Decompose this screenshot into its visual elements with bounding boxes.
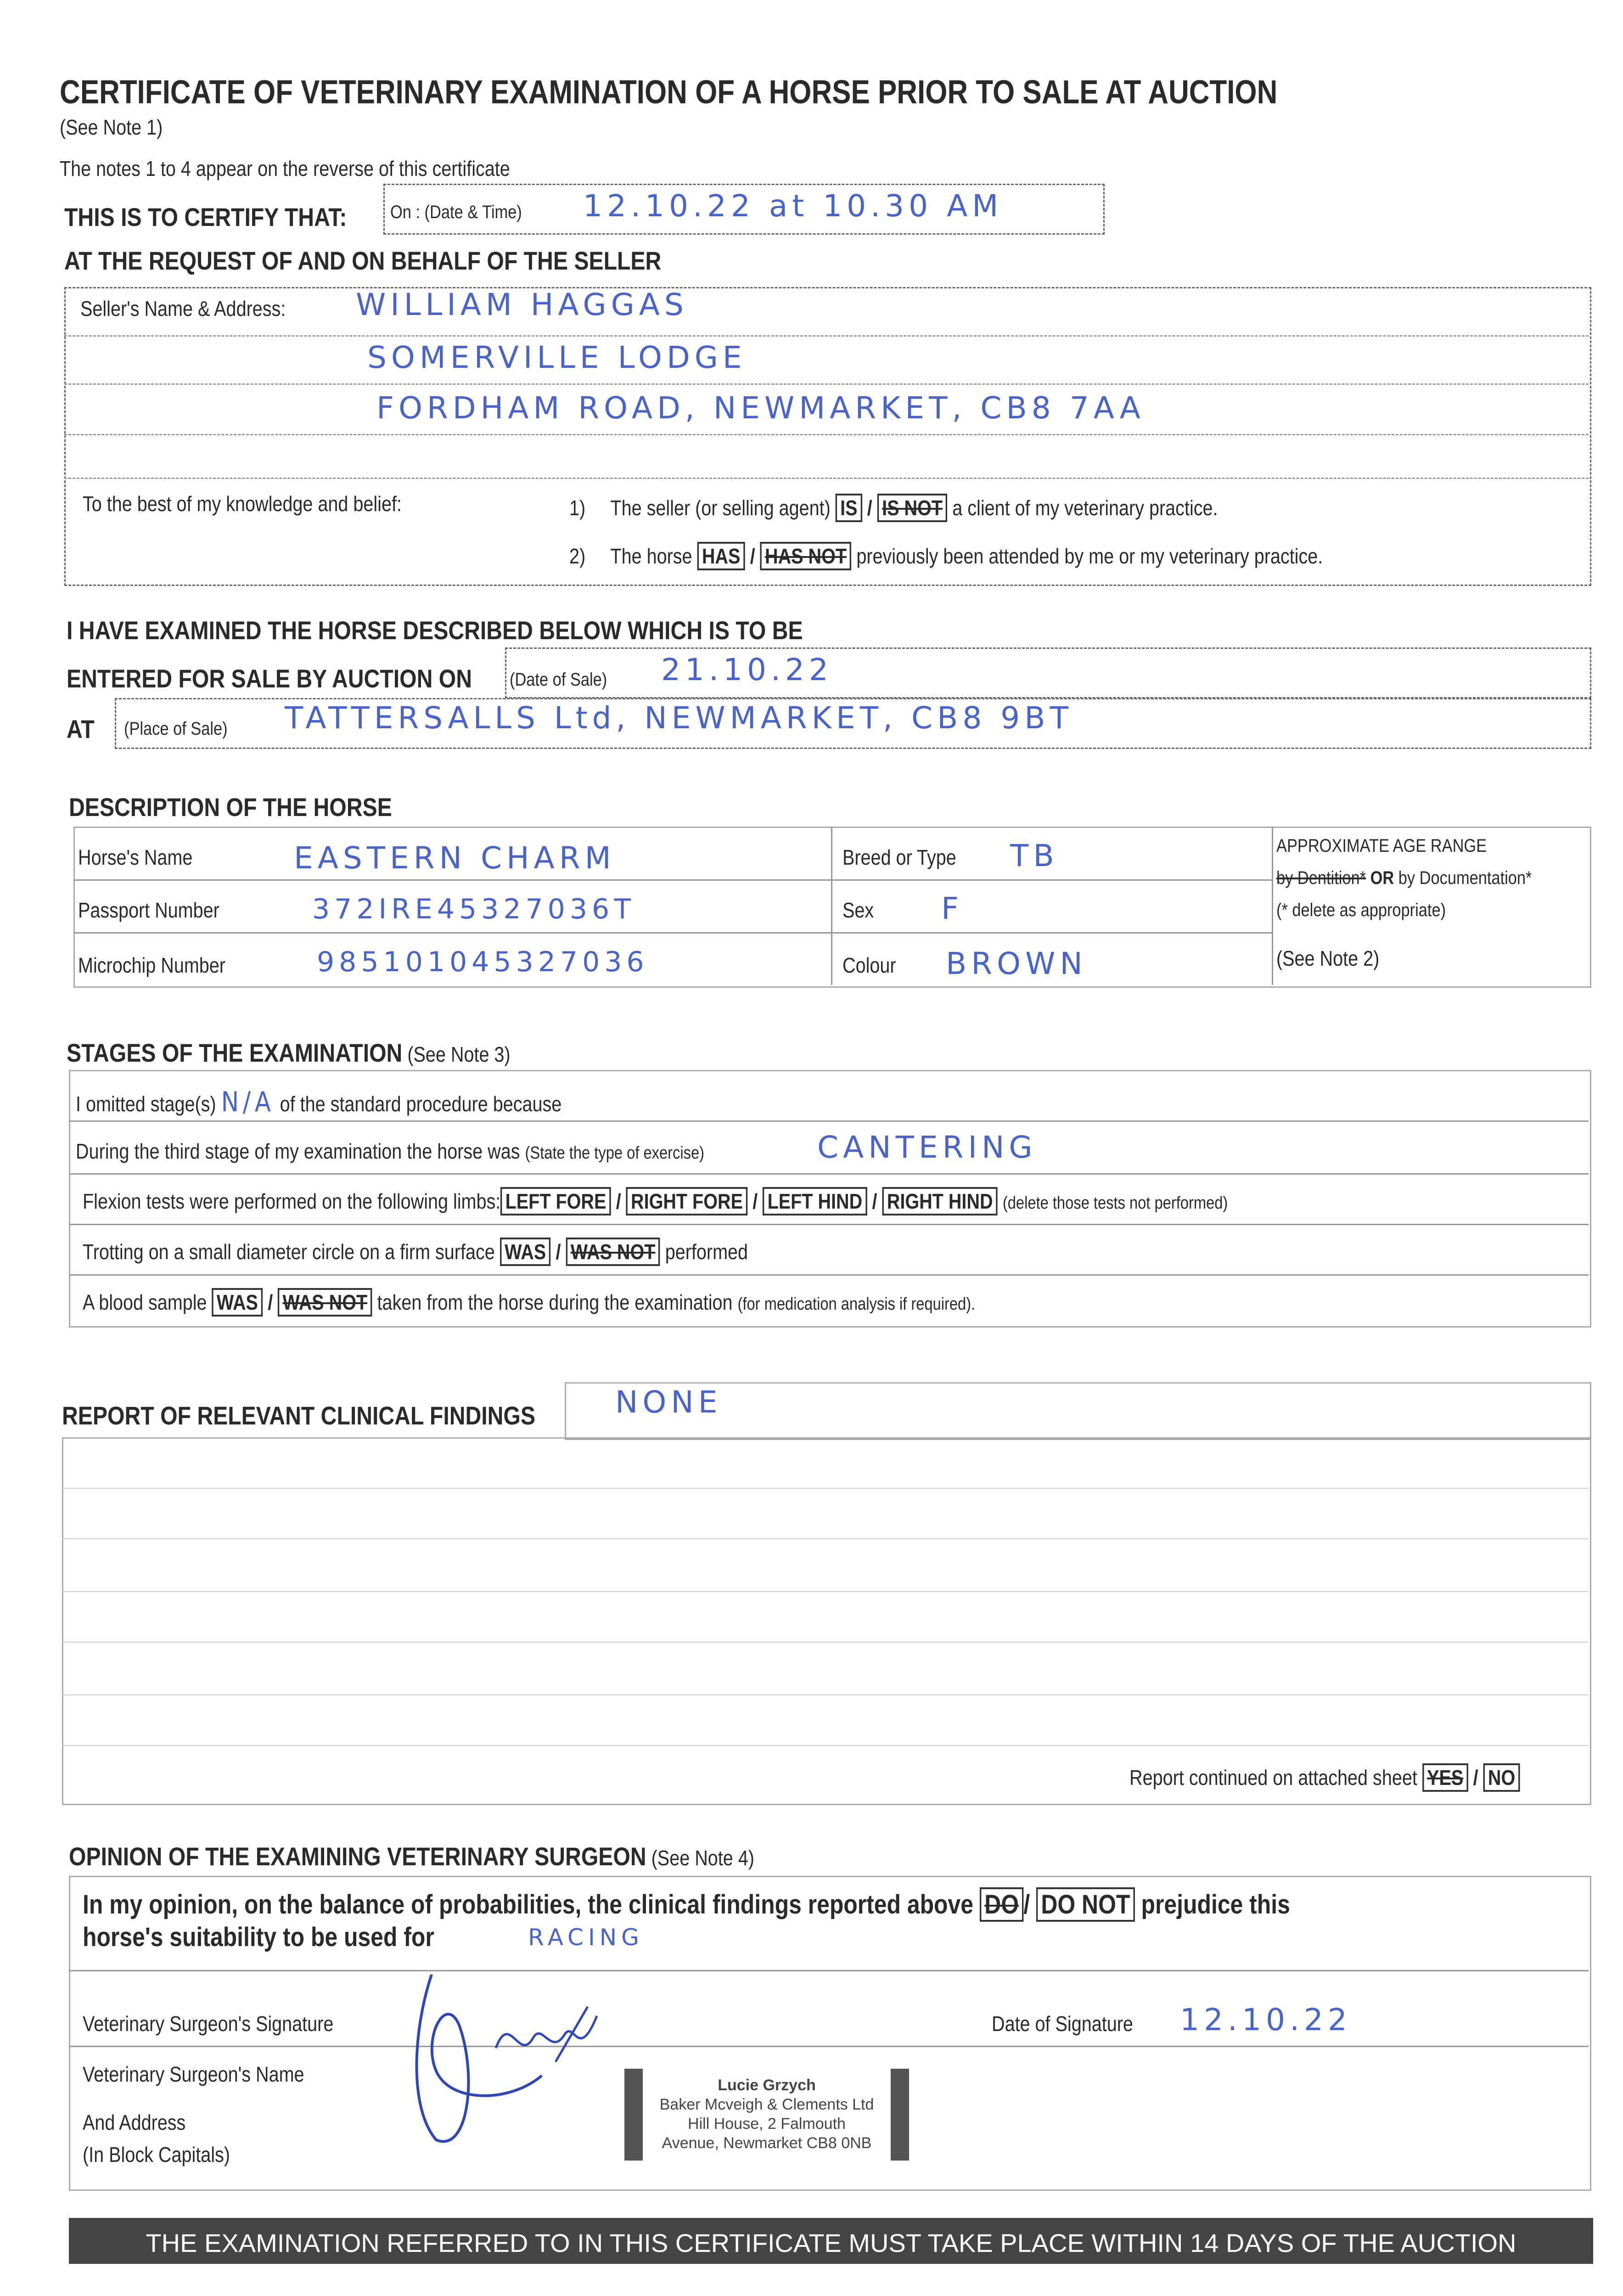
continued-label: Report continued on attached sheet xyxy=(1129,1766,1417,1790)
statement-2-post: previously been attended by me or my veterinary practice. xyxy=(856,544,1323,568)
blood-was-not-option[interactable]: WAS NOT xyxy=(278,1288,372,1317)
colour-value[interactable]: BROWN xyxy=(946,946,1087,981)
stamp-line-2: Baker Mcveigh & Clements Ltd xyxy=(659,2096,874,2113)
blood-was-option[interactable]: WAS xyxy=(212,1288,263,1317)
opinion-post: prejudice this xyxy=(1141,1890,1290,1919)
do-not-option[interactable]: DO NOT xyxy=(1036,1887,1135,1922)
flexion-row: Flexion tests were performed on the following limbs: LEFT FORE / RIGHT FORE / LEFT HIND / RIGHT HIND (delete those tests not performed) xyxy=(83,1187,1228,1216)
slash: / xyxy=(867,496,872,520)
notes-line: The notes 1 to 4 appear on the reverse of this certificate xyxy=(60,157,510,180)
seller-name-label: Seller's Name & Address: xyxy=(80,297,286,321)
age-or: OR xyxy=(1370,868,1394,888)
continued-row: Report continued on attached sheet YES / NO xyxy=(1129,1763,1520,1792)
opinion-heading-row xyxy=(69,1841,754,1871)
age-heading: APPROXIMATE AGE RANGE xyxy=(1276,836,1487,856)
third-stage-label: During the third stage of my examination the horse was xyxy=(76,1139,520,1163)
third-stage-row xyxy=(76,1139,704,1164)
date-signature-value[interactable]: 12.10.22 xyxy=(1180,2002,1352,2037)
left-fore-option[interactable]: LEFT FORE xyxy=(500,1187,611,1216)
seller-box xyxy=(64,287,1591,586)
has-option[interactable]: HAS xyxy=(697,542,745,570)
trot-label: Trotting on a small diameter circle on a firm surface xyxy=(83,1240,495,1264)
blood-row: A blood sample WAS / WAS NOT taken from the horse during the examination (for medication analysis if required). xyxy=(83,1288,975,1317)
right-fore-option[interactable]: RIGHT FORE xyxy=(626,1187,748,1216)
auction-heading-1: I HAVE EXAMINED THE HORSE DESCRIBED BELOW WHICH IS TO BE xyxy=(67,616,803,645)
statement-2 xyxy=(569,542,1323,570)
date-time-value[interactable]: 12.10.22 at 10.30 AM xyxy=(583,188,1003,224)
third-stage-value[interactable]: CANTERING xyxy=(817,1130,1037,1165)
vet-stamp xyxy=(624,2069,909,2161)
blood-label: A blood sample xyxy=(83,1290,207,1314)
is-not-option[interactable]: IS NOT xyxy=(877,494,948,522)
belief-label: To the best of my knowledge and belief: xyxy=(83,492,402,516)
continued-yes-option[interactable]: YES xyxy=(1422,1763,1468,1792)
stages-heading: STAGES OF THE EXAMINATION xyxy=(67,1038,403,1067)
see-note-1: (See Note 1) xyxy=(60,115,163,139)
opinion-text: In my opinion, on the balance of probabilities, the clinical findings reported above xyxy=(83,1890,974,1919)
colour-label: Colour xyxy=(842,953,896,977)
trot-row: Trotting on a small diameter circle on a firm surface WAS / WAS NOT performed xyxy=(83,1238,748,1266)
right-hind-option[interactable]: RIGHT HIND xyxy=(882,1187,997,1216)
vet-address-label: And Address xyxy=(83,2110,186,2134)
seller-line-3[interactable]: FORDHAM ROAD, NEWMARKET, CB8 7AA xyxy=(376,390,1145,426)
flexion-hint: (delete those tests not performed) xyxy=(1002,1193,1228,1213)
stamp-line-4: Avenue, Newmarket CB8 0NB xyxy=(662,2134,872,2152)
date-time-label: On : (Date & Time) xyxy=(390,202,522,222)
statement-1 xyxy=(569,494,1218,522)
seller-line-1[interactable]: WILLIAM HAGGAS xyxy=(356,287,688,322)
slash: / xyxy=(750,544,755,568)
passport-value[interactable]: 372IRE45327036T xyxy=(312,893,635,925)
sale-place-value[interactable]: TATTERSALLS Ltd, NEWMARKET, CB8 9BT xyxy=(285,700,1073,736)
footer-text: THE EXAMINATION REFERRED TO IN THIS CERTIFICATE MUST TAKE PLACE WITHIN 14 DAYS OF THE AUCTION xyxy=(146,2228,1516,2257)
age-see-note: (See Note 2) xyxy=(1276,946,1380,970)
statement-1-post: a client of my veterinary practice. xyxy=(952,496,1218,520)
left-hind-option[interactable]: LEFT HIND xyxy=(763,1187,867,1216)
horse-name-value[interactable]: EASTERN CHARM xyxy=(294,840,616,876)
statement-2-text: The horse xyxy=(610,544,692,568)
age-delete-note: (* delete as appropriate) xyxy=(1276,900,1446,920)
trot-post: performed xyxy=(665,1240,748,1264)
do-option[interactable]: DO xyxy=(980,1887,1023,1922)
sex-label: Sex xyxy=(842,898,874,922)
documentation-option[interactable]: by Documentation* xyxy=(1398,868,1532,888)
certify-label: THIS IS TO CERTIFY THAT: xyxy=(64,203,347,231)
statement-2-num: 2) xyxy=(569,544,586,568)
blood-post: taken from the horse during the examination xyxy=(377,1290,733,1314)
trot-was-not-option[interactable]: WAS NOT xyxy=(566,1238,660,1266)
breed-label: Breed or Type xyxy=(842,845,956,869)
findings-heading: REPORT OF RELEVANT CLINICAL FINDINGS xyxy=(62,1401,536,1430)
passport-label: Passport Number xyxy=(78,898,219,922)
trot-was-option[interactable]: WAS xyxy=(500,1238,551,1266)
opinion-heading: OPINION OF THE EXAMINING VETERINARY SURGEON xyxy=(69,1842,646,1871)
omitted-label: I omitted stage(s) xyxy=(76,1092,216,1116)
omitted-value[interactable]: N/A xyxy=(221,1086,275,1118)
vet-name-label: Veterinary Surgeon's Name xyxy=(83,2062,304,2086)
statement-1-text: The seller (or selling agent) xyxy=(610,496,831,520)
has-not-option[interactable]: HAS NOT xyxy=(760,542,852,570)
at-label: AT xyxy=(67,715,95,743)
stages-note: (See Note 3) xyxy=(407,1042,511,1066)
certificate-title: CERTIFICATE OF VETERINARY EXAMINATION OF A HORSE PRIOR TO SALE AT AUCTION xyxy=(60,74,1278,111)
findings-box[interactable] xyxy=(62,1437,1591,1805)
omitted-row xyxy=(76,1086,562,1118)
signature-image xyxy=(404,1956,624,2158)
seller-line-2[interactable]: SOMERVILLE LODGE xyxy=(367,340,747,375)
sale-place-label: (Place of Sale) xyxy=(124,719,228,739)
date-signature-label: Date of Signature xyxy=(992,2012,1133,2036)
horse-name-label: Horse's Name xyxy=(78,845,193,869)
sale-date-value[interactable]: 21.10.22 xyxy=(661,652,833,687)
breed-value[interactable]: TB xyxy=(1010,838,1059,873)
auction-heading-2: ENTERED FOR SALE BY AUCTION ON xyxy=(67,664,472,693)
horse-heading: DESCRIPTION OF THE HORSE xyxy=(69,793,392,822)
microchip-value[interactable]: 985101045327036 xyxy=(317,946,649,978)
is-option[interactable]: IS xyxy=(836,494,862,522)
block-caps-label: (In Block Capitals) xyxy=(83,2143,230,2167)
age-options xyxy=(1276,868,1532,889)
sale-date-label: (Date of Sale) xyxy=(510,670,607,690)
footer-bar xyxy=(69,2218,1593,2264)
opinion-line-1: In my opinion, on the balance of probabilities, the clinical findings reported above DO / DO NOT prejudice this xyxy=(83,1887,1290,1922)
use-value[interactable]: RACING xyxy=(528,1924,644,1951)
stamp-line-3: Hill House, 2 Falmouth xyxy=(688,2115,846,2133)
dentition-option[interactable]: by Dentition* xyxy=(1276,868,1366,888)
findings-value[interactable]: NONE xyxy=(615,1384,722,1420)
blood-hint: (for medication analysis if required). xyxy=(737,1294,976,1314)
seller-heading: AT THE REQUEST OF AND ON BEHALF OF THE SELLER xyxy=(64,246,662,275)
continued-no-option[interactable]: NO xyxy=(1483,1763,1520,1792)
opinion-note: (See Note 4) xyxy=(651,1846,754,1870)
omitted-post: of the standard procedure because xyxy=(280,1092,562,1116)
flexion-label: Flexion tests were performed on the following limbs: xyxy=(83,1189,501,1213)
stamp-line-1: Lucie Grzych xyxy=(718,2077,816,2094)
signature-label: Veterinary Surgeon's Signature xyxy=(83,2012,334,2036)
sex-value[interactable]: F xyxy=(941,891,963,926)
third-stage-hint: (State the type of exercise) xyxy=(525,1143,705,1163)
statement-1-num: 1) xyxy=(569,496,586,520)
microchip-label: Microchip Number xyxy=(78,953,225,977)
opinion-line-2: horse's suitability to be used for xyxy=(83,1922,434,1952)
